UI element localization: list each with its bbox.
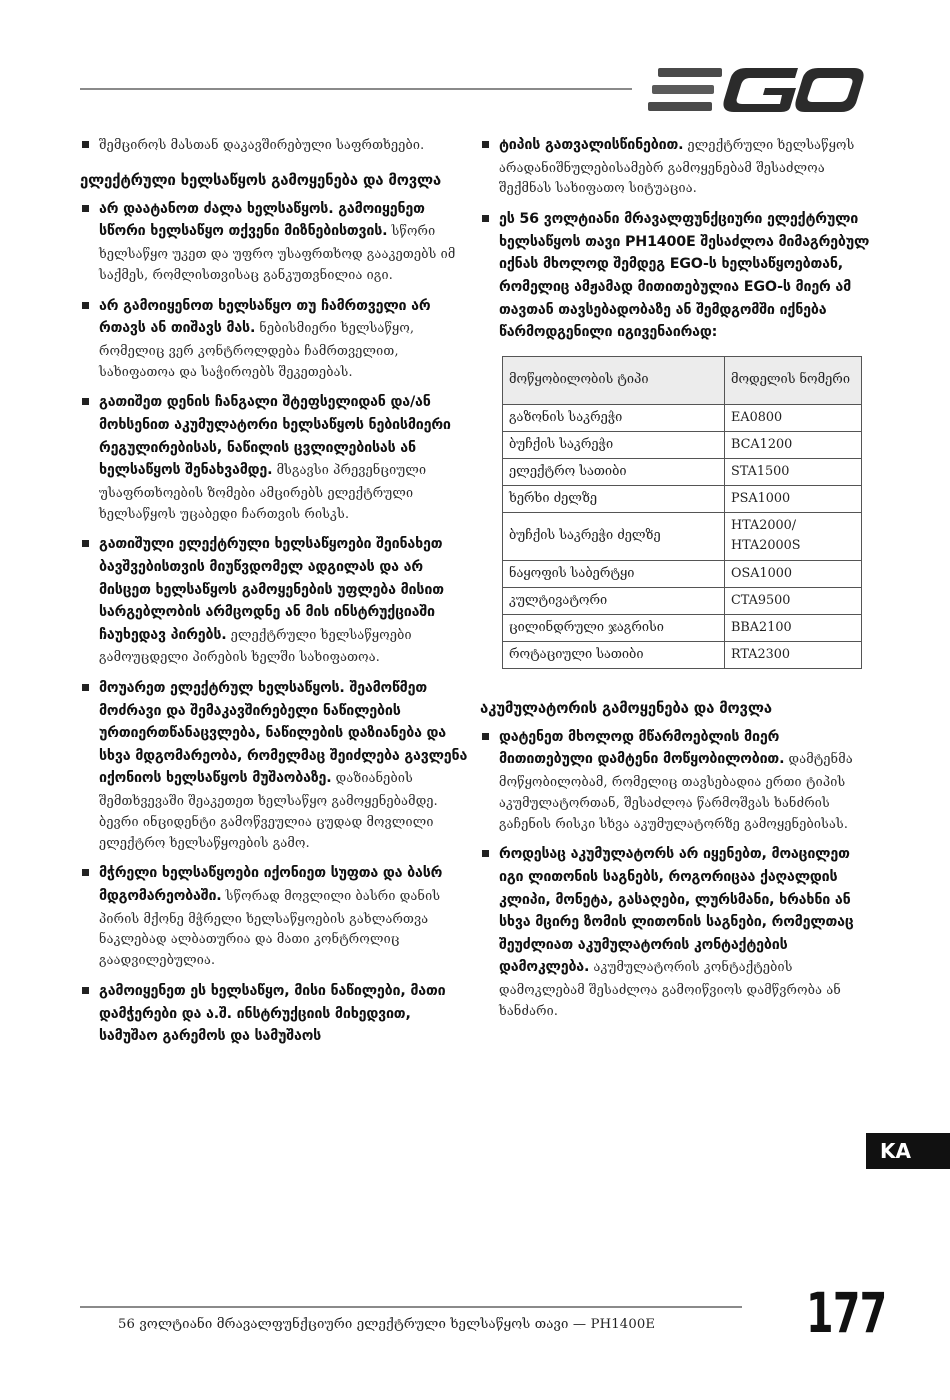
list-item: [480, 134, 870, 198]
table-cell-model: CTA9500: [725, 587, 862, 614]
table-cell-model: STA1500: [725, 458, 862, 485]
table-cell-type: როტაციული სათიბი: [503, 641, 725, 668]
list-item: [80, 134, 470, 155]
table-cell-type: გაზონის საკრეჭი: [503, 404, 725, 431]
item-bold-text: დატენეთ მხოლოდ მწარმოებლის მიერ მითითებული დამტენი მოწყობილობით.: [499, 728, 785, 768]
section-heading: ელექტრული ხელსაწყოს გამოყენება და მოვლა: [80, 170, 442, 189]
footer-title: 56 ვოლტიანი მრავალფუნქციური ელექტრული ხელსაწყოს თავი — PH1400E: [118, 1317, 656, 1332]
table-row: [503, 587, 862, 614]
item-text: დამტენმა მოწყობილობამ, რომელიც თავსებადია ერთი ტიპის აკუმულატორთან, შესაძლოა წარმოშვას ხანძრის გაჩენის რისკი სხვა აკუმულატორზე გამოყენებისას.: [499, 751, 853, 831]
item-text: შემციროს მასთან დაკავშირებული საფრთხეები.: [99, 137, 425, 152]
bullet-icon: [82, 302, 89, 309]
compatible-models-table: [502, 356, 862, 669]
table-cell-model: BCA1200: [725, 431, 862, 458]
bullet-icon: [482, 733, 489, 740]
list-item: [80, 391, 470, 523]
list-item: [80, 533, 470, 667]
bullet-icon: [82, 141, 89, 148]
table-cell-type: ბუჩქის საკრეჭი: [503, 431, 725, 458]
language-tab: KA: [866, 1133, 950, 1169]
item-bold-text: როდესაც აკუმულატორს არ იყენებთ, მოაცილეთ იგი ლითონის საგნებს, როგორიცაა ქაღალდის კლიპი, მონეტა, გასაღები, ლურსმანი, ხრახნი ან სხვა მცირე ზომის ლითონის საგნები, რომელთაც შეუძლიათ აკუმულატორის კონტაქტების დამოკლება.: [499, 846, 854, 976]
list-item: [80, 862, 470, 970]
list-item: [480, 726, 870, 834]
item-bold-text: მჭრელი ხელსაწყოები იქონიეთ სუფთა და ბასრ მდგომარეობაში.: [99, 865, 443, 905]
bullet-icon: [82, 869, 89, 876]
bullet-icon: [82, 398, 89, 405]
item-bold-text: გათიშული ელექტრული ხელსაწყოები შეინახეთ ბავშვებისთვის მიუწვდომელ ადგილას და არ მისცეთ ხელსაწყოს გამოყენების უფლება მისით სარგებლობის არმცოდნე ან მის ინსტრუქციაში ჩაუხედავ პირებს.: [99, 536, 444, 643]
item-text: სწორად მოვლილი ბასრი დანის პირის მქონე მჭრელი ხელსაწყოების გახლართვა ნაკლებად ალბათურია და მათი კონტროლიც გაადვილებულია.: [99, 888, 441, 968]
list-item: [480, 208, 870, 344]
table-cell-model: PSA1000: [725, 485, 862, 512]
list-item: [80, 198, 470, 285]
table-row: [503, 512, 862, 560]
list-item: [80, 295, 470, 382]
table-row: [503, 404, 862, 431]
section-heading: აკუმულატორის გამოყენება და მოვლა: [480, 698, 772, 717]
item-bold-text: გათიშეთ დენის ჩანგალი შტეფსელიდან და/ან მოხსენით აკუმულატორი ხელსაწყოს ნებისმიერი რეგულირებისას, ნაწილის ცვლილებისას ან ხელსაწყოს შენახვამდე.: [99, 394, 451, 479]
table-header-cell: მოდელის ნომერი: [725, 356, 862, 404]
table-row: [503, 485, 862, 512]
item-bold-text: ტიპის გათვალისწინებით.: [499, 137, 684, 153]
table-cell-model: OSA1000: [725, 560, 862, 587]
item-bold-text: ეს 56 ვოლტიანი მრავალფუნქციური ელექტრული ხელსაწყოს თავი PH1400E შესაძლოა მიმაგრებულ იქნას მხოლოდ შემდეგ EGO-ს ხელსაწყოებთან, რომელიც ამჟამად მითითებულია EGO-ს მიერ ამ თავთან თავსებადობაზე ან შემდგომში იქნება წარმოდგენილი იგივენაირად:: [499, 211, 870, 341]
item-text: ელექტრული ხელსაწყოები გამოუცდელი პირების ხელში სახიფათოა.: [99, 626, 412, 665]
bullet-icon: [82, 540, 89, 547]
item-bold-text: მოუარეთ ელექტრულ ხელსაწყოს. შეამოწმეთ მოძრავი და შემაკავშირებელი ნაწილების ურთიერთწანაცვლება, ნაწილების დაზიანება და სხვა მდგომარეობა, რომელმაც შეიძლება გავლენა იქონიოს ხელსაწყოს მუშაობაზე.: [99, 680, 468, 787]
table-cell-type: ბუჩქის საკრეჭი ძელზე: [503, 512, 725, 560]
table-cell-model: HTA2000/ HTA2000S: [725, 512, 862, 560]
item-text: აკუმულატორის კონტაქტების დამოკლებამ შესაძლოა გამოიწვიოს დამწვრობა ან ხანძარი.: [499, 959, 841, 1018]
table-header-row: [503, 356, 862, 404]
page-number: 177: [806, 1281, 887, 1345]
list-item: [80, 980, 470, 1048]
right-column: [480, 134, 870, 1030]
footer-rule: [80, 1306, 742, 1308]
table-cell-type: ცილინდრული ჯაგრისი: [503, 614, 725, 641]
item-bold-text: გამოიყენეთ ეს ხელსაწყო, მისი ნაწილები, მათი დამჭერები და ა.შ. ინსტრუქციის მიხედვით, სამუშაო გარემოს და სამუშაოს: [99, 983, 446, 1045]
bullet-icon: [82, 205, 89, 212]
table-header-cell: მოწყობილობის ტიპი: [503, 356, 725, 404]
item-text: ნებისმიერი ხელსაწყო, რომელიც ვერ კონტროლდება ჩამრთველით, სახიფათოა და საჭიროებს შეკეთებას.: [99, 320, 415, 379]
table-row: [503, 431, 862, 458]
header-rule: [80, 88, 632, 90]
bullet-icon: [82, 987, 89, 994]
table-row: [503, 641, 862, 668]
table-cell-model: RTA2300: [725, 641, 862, 668]
ego-logo: [648, 62, 864, 118]
table-cell-model: BBA2100: [725, 614, 862, 641]
item-text: მსგავსი პრევენციული უსაფრთხოების ზომები ამცირებს ელექტრული ხელსაწყოს უცაბედი ჩართვის რისკს.: [99, 462, 427, 521]
item-text: დაზიანების შემთხვევაში შეაკეთეთ ხელსაწყო გამოყენებამდე. ბევრი ინციდენტი გამოწვეულია ცუდად მოვლილი ელექტრო ხელსაწყოების გამო.: [99, 770, 438, 850]
list-item: [80, 677, 470, 852]
bullet-icon: [82, 684, 89, 691]
table-cell-type: კულტივატორი: [503, 587, 725, 614]
table-cell-type: ნაყოფის საბერტყი: [503, 560, 725, 587]
table-cell-type: ხერხი ძელზე: [503, 485, 725, 512]
table-row: [503, 458, 862, 485]
item-text: სწორი ხელსაწყო უკეთ და უფრო უსაფრთხოდ გააკეთებს იმ საქმეს, რომლისთვისაც განკუთვნილია იგი.: [99, 223, 456, 282]
bullet-icon: [482, 215, 489, 222]
table-row: [503, 614, 862, 641]
bullet-icon: [482, 141, 489, 148]
table-cell-type: ელექტრო სათიბი: [503, 458, 725, 485]
item-bold-text: არ დაატანოთ ძალა ხელსაწყოს. გამოიყენეთ სწორი ხელსაწყო თქვენი მიზნებისთვის.: [99, 200, 425, 240]
item-text: ელექტრული ხელსაწყოს არადანიშნულებისამებრ გამოყენებამ შესაძლოა შექმნას სახიფათო სიტუაცია.: [499, 137, 855, 196]
table-cell-model: EA0800: [725, 404, 862, 431]
bullet-icon: [482, 850, 489, 857]
list-item: [480, 843, 870, 1020]
left-column: [80, 134, 470, 1058]
table-row: [503, 560, 862, 587]
item-bold-text: არ გამოიყენოთ ხელსაწყო თუ ჩამრთველი არ რთავს ან თიშავს მას.: [99, 297, 431, 337]
